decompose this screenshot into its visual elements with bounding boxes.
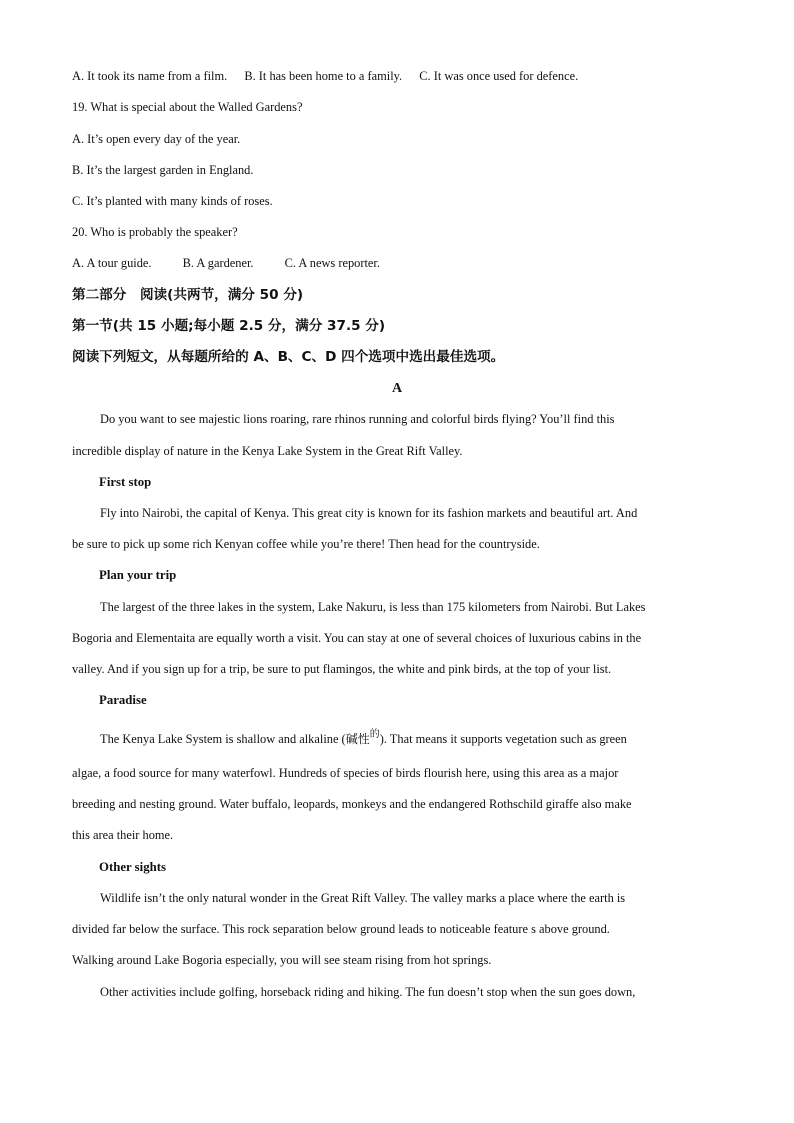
other-sights-line-2: divided far below the surface. This rock separation below ground leads to noticeable feature s above ground. bbox=[72, 922, 610, 936]
q18-option-b: B. It has been home to a family. bbox=[244, 69, 403, 83]
instruction: 阅读下列短文，从每题所给的 A、B、C、D 四个选项中选出最佳选项。 bbox=[72, 349, 505, 365]
intro-line-2: incredible display of nature in the Kenya Lake System in the Great Rift Valley. bbox=[72, 444, 463, 458]
q19-option-c: C. It’s planted with many kinds of roses. bbox=[72, 194, 273, 208]
q19-option-b: B. It’s the largest garden in England. bbox=[72, 163, 254, 177]
other-sights-line-3: Walking around Lake Bogoria especially, you will see steam rising from hot springs. bbox=[72, 953, 492, 967]
paradise-gloss-sup: 的 bbox=[369, 729, 380, 740]
q20-options bbox=[72, 255, 732, 271]
q20-option-a: A. A tour guide. bbox=[72, 256, 152, 270]
q19-question: 19. What is special about the Walled Gardens? bbox=[72, 100, 303, 114]
other-sights-line-1: Wildlife isn’t the only natural wonder in the Great Rift Valley. The valley marks a place where the earth is bbox=[100, 891, 626, 905]
section1-title: 第一节(共 15 小题;每小题 2.5 分，满分 37.5 分) bbox=[72, 318, 386, 334]
paradise-gloss-cn: 碱性 bbox=[345, 732, 370, 746]
paradise-line-4: this area their home. bbox=[72, 828, 174, 842]
heading-plan-trip: Plan your trip bbox=[99, 568, 177, 582]
heading-paradise: Paradise bbox=[99, 693, 147, 707]
q19-option-a: A. It’s open every day of the year. bbox=[72, 132, 241, 146]
first-stop-line-1: Fly into Nairobi, the capital of Kenya. This great city is known for its fashion markets and beautiful art. And bbox=[100, 506, 638, 520]
q18-option-c: C. It was once used for defence. bbox=[419, 69, 579, 83]
q20-question: 20. Who is probably the speaker? bbox=[72, 225, 238, 239]
other-sights-line-4: Other activities include golfing, horseback riding and hiking. The fun doesn’t stop when the sun goes down, bbox=[100, 985, 636, 999]
plan-trip-line-2: Bogoria and Elementaita are equally worth a visit. You can stay at one of several choices of luxurious cabins in the bbox=[72, 631, 642, 645]
paradise-line-3: breeding and nesting ground. Water buffalo, leopards, monkeys and the endangered Rothschild giraffe also make bbox=[72, 797, 632, 811]
paradise-line-2: algae, a food source for many waterfowl. Hundreds of species of birds flourish here, using this area as a major bbox=[72, 766, 619, 780]
paradise-line-1-before: The Kenya Lake System is shallow and alkaline ( bbox=[100, 732, 346, 746]
paradise-line-1-after: ). That means it supports vegetation such as green bbox=[379, 732, 627, 746]
heading-other-sights: Other sights bbox=[99, 860, 166, 874]
q20-option-c: C. A news reporter. bbox=[284, 256, 380, 270]
part2-title: 第二部分 阅读(共两节，满分 50 分) bbox=[72, 287, 304, 303]
intro-line-1: Do you want to see majestic lions roaring, rare rhinos running and colorful birds flying? You’ll find this bbox=[100, 412, 615, 426]
first-stop-line-2: be sure to pick up some rich Kenyan coffee while you’re there! Then head for the countryside. bbox=[72, 537, 540, 551]
heading-first-stop: First stop bbox=[99, 475, 152, 489]
plan-trip-line-3: valley. And if you sign up for a trip, be sure to put flamingos, the white and pink birds, at the top of your list. bbox=[72, 662, 612, 676]
plan-trip-line-1: The largest of the three lakes in the system, Lake Nakuru, is less than 175 kilometers from Nairobi. But Lakes bbox=[100, 600, 646, 614]
paradise-line-1 bbox=[100, 731, 720, 749]
q20-option-b: B. A gardener. bbox=[182, 256, 254, 270]
q18-option-a: A. It took its name from a film. bbox=[72, 69, 228, 83]
q18-options bbox=[72, 68, 732, 84]
passage-letter: A bbox=[391, 381, 403, 396]
